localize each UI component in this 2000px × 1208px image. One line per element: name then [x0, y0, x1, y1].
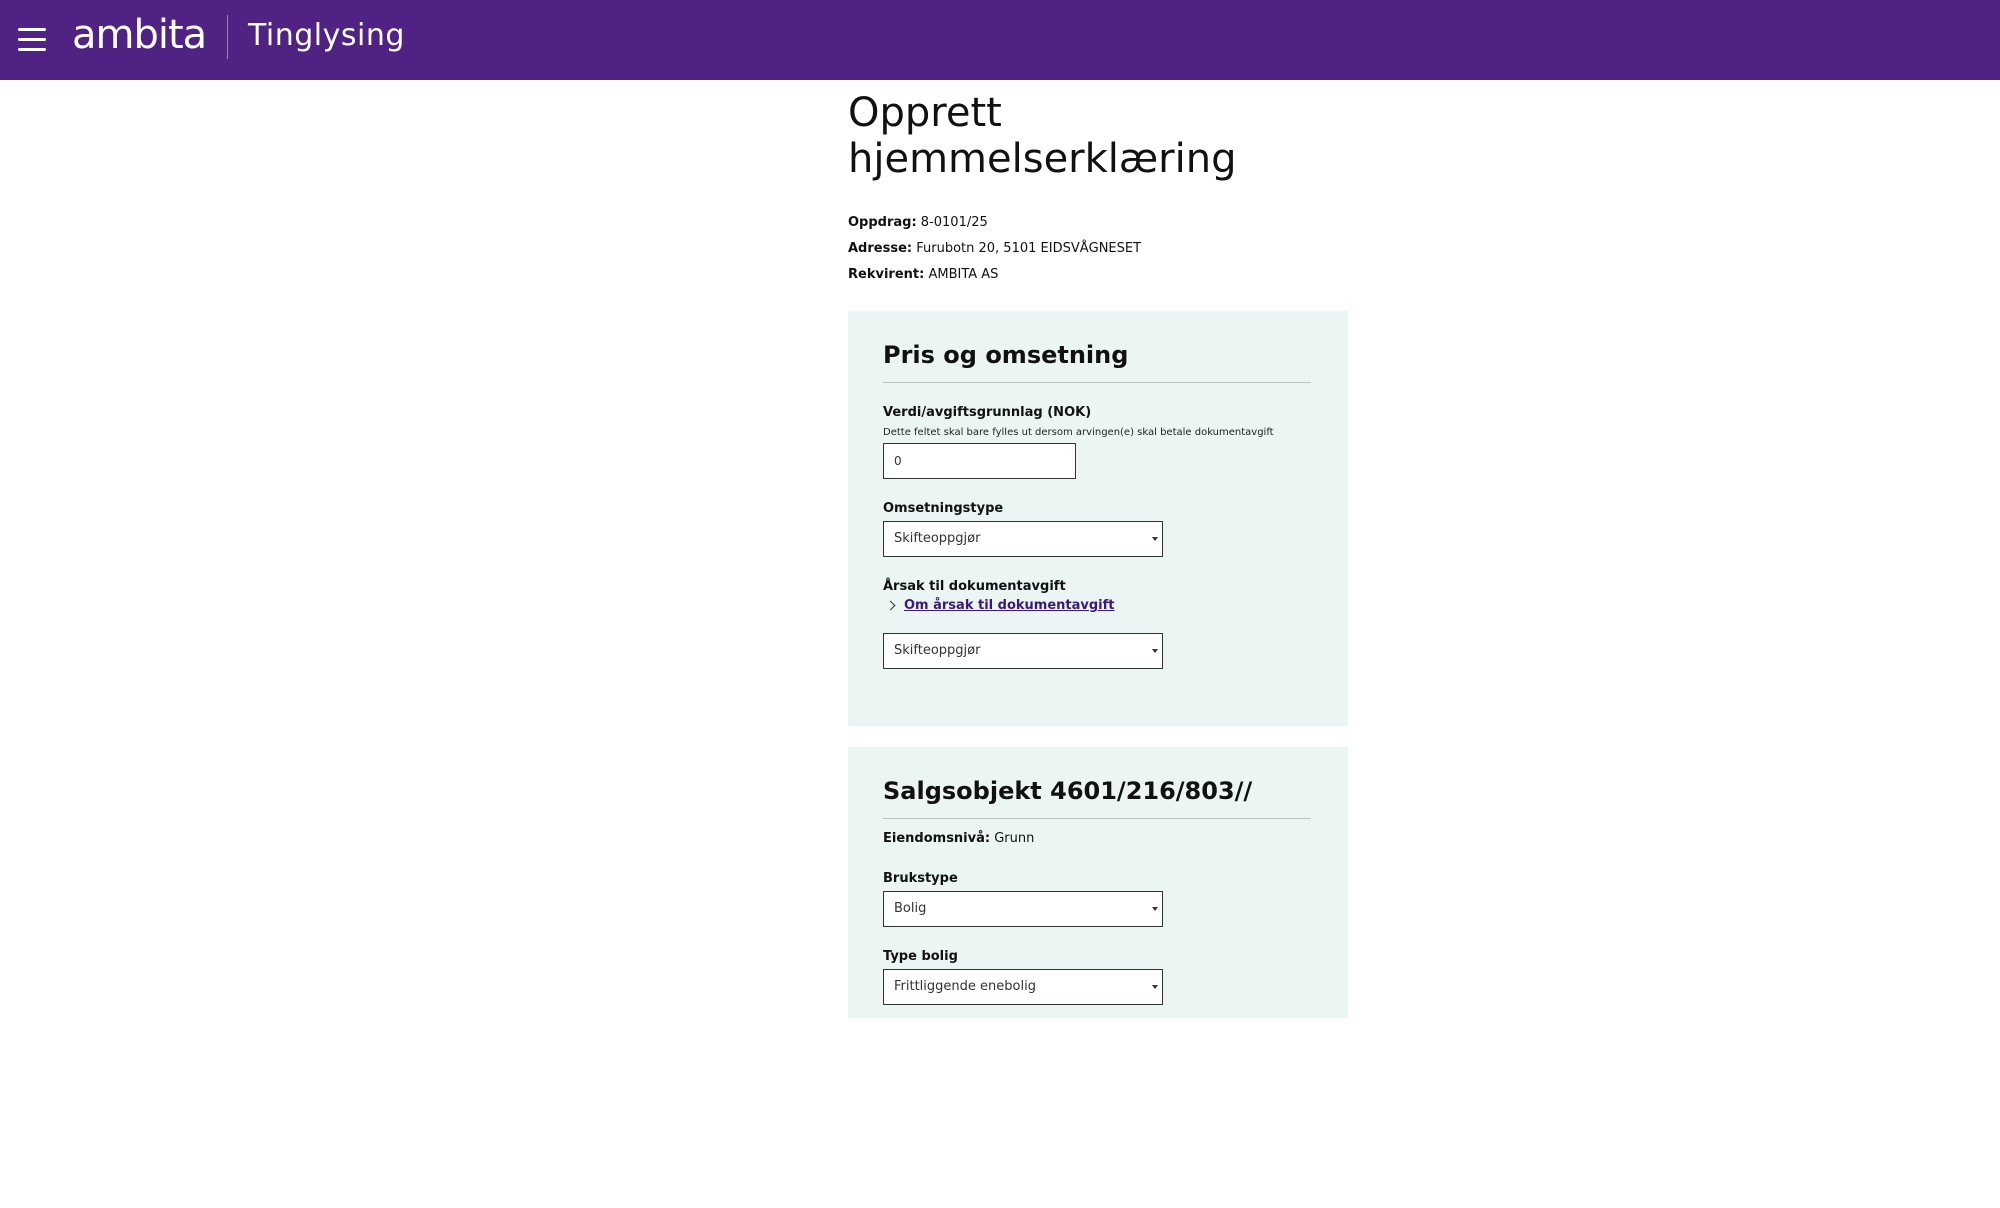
arsak-info-toggle[interactable]: [883, 598, 1115, 613]
arsak-select[interactable]: [883, 633, 1163, 669]
brukstype-selected-value: Bolig: [894, 901, 927, 916]
salgsobjekt-card: [848, 747, 1348, 1018]
chevron-right-icon: [886, 601, 896, 611]
verdi-label: Verdi/avgiftsgrunnlag (NOK): [883, 405, 1092, 420]
omsetningstype-select[interactable]: [883, 521, 1163, 557]
page-title: [848, 90, 1368, 182]
arsak-info-link[interactable]: Om årsak til dokumentavgift: [904, 598, 1115, 613]
page-title-line2: hjemmelserklæring: [848, 136, 1237, 182]
chevron-down-icon: [1152, 985, 1158, 989]
meta-oppdrag: [848, 210, 1141, 236]
page-title-line1: Opprett: [848, 90, 1002, 136]
omsetningstype-selected-value: Skifteoppgjør: [894, 531, 981, 546]
meta-adresse-value: Furubotn 20, 5101 EIDSVÅGNESET: [916, 241, 1142, 256]
chevron-down-icon: [1152, 649, 1158, 653]
verdi-input[interactable]: [883, 443, 1076, 479]
chevron-down-icon: [1152, 537, 1158, 541]
header-divider: [227, 15, 228, 59]
omsetningstype-label: Omsetningstype: [883, 501, 1004, 516]
chevron-down-icon: [1152, 907, 1158, 911]
assignment-meta: [848, 210, 1141, 288]
meta-rekvirent-label: Rekvirent:: [848, 267, 925, 282]
salgsobjekt-section-title: Salgsobjekt 4601/216/803//: [883, 777, 1253, 805]
eiendomsniva-label: Eiendomsnivå:: [883, 831, 991, 846]
menu-icon[interactable]: [18, 28, 46, 52]
meta-oppdrag-value: 8-0101/25: [920, 215, 988, 230]
pris-section-divider: [883, 382, 1311, 383]
eiendomsniva-row: [883, 831, 1034, 846]
brukstype-label: Brukstype: [883, 871, 958, 886]
meta-adresse: [848, 236, 1141, 262]
top-navigation-bar: [0, 0, 2000, 80]
type-bolig-selected-value: Frittliggende enebolig: [894, 979, 1036, 994]
meta-adresse-label: Adresse:: [848, 241, 913, 256]
eiendomsniva-value: Grunn: [994, 831, 1035, 846]
type-bolig-select[interactable]: [883, 969, 1163, 1005]
app-name: Tinglysing: [248, 18, 405, 53]
meta-rekvirent: [848, 262, 1141, 288]
salgsobjekt-section-divider: [883, 818, 1311, 819]
arsak-selected-value: Skifteoppgjør: [894, 643, 981, 658]
pris-og-omsetning-card: [848, 311, 1348, 726]
type-bolig-label: Type bolig: [883, 949, 958, 964]
brukstype-select[interactable]: [883, 891, 1163, 927]
ambita-logo[interactable]: ambita: [72, 12, 207, 58]
meta-oppdrag-label: Oppdrag:: [848, 215, 917, 230]
meta-rekvirent-value: AMBITA AS: [928, 267, 999, 282]
verdi-hint: Dette feltet skal bare fylles ut dersom arvingen(e) skal betale dokumentavgift: [883, 427, 1274, 438]
arsak-label: Årsak til dokumentavgift: [883, 579, 1066, 594]
pris-section-title: Pris og omsetning: [883, 341, 1129, 369]
